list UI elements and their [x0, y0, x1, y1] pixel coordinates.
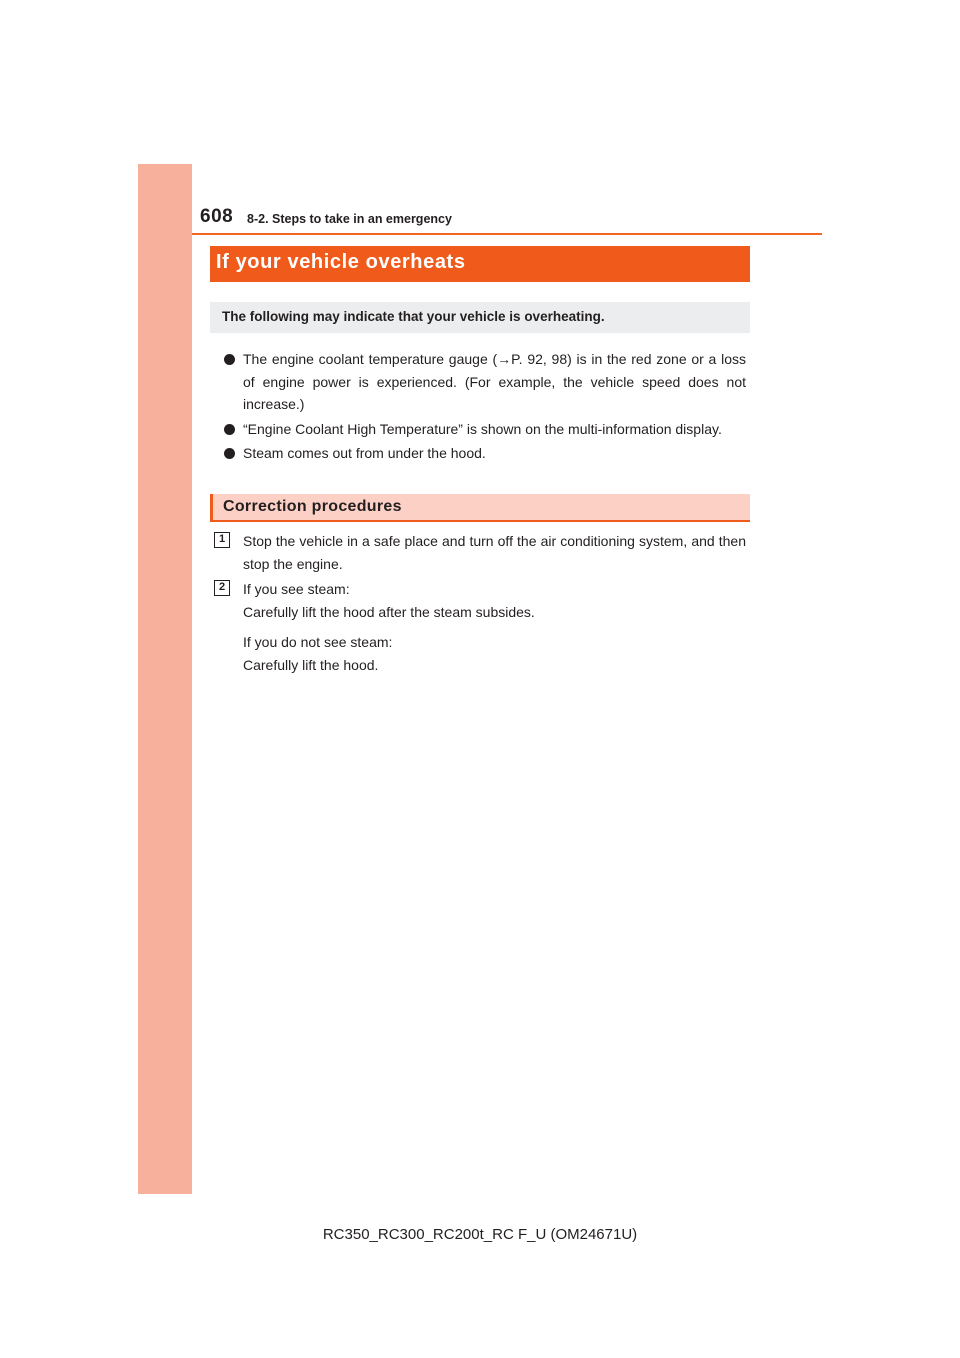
subsection-title-bar — [210, 494, 750, 522]
step-text: If you do not see steam: — [243, 634, 393, 650]
page-title: If your vehicle overheats — [216, 251, 466, 273]
list-item — [220, 442, 746, 465]
step-text: Carefully lift the hood after the steam subsides. — [243, 603, 535, 620]
bullet-text: Steam comes out from under the hood. — [243, 445, 486, 461]
bullet-text: “Engine Coolant High Temperature” is shown on the multi-information display. — [243, 420, 722, 437]
intro-box — [210, 302, 750, 333]
procedure-step-2 — [214, 578, 746, 684]
footer-model-code: RC350_RC300_RC200t_RC F_U (OM24671U) — [322, 1226, 638, 1243]
list-item — [220, 418, 746, 441]
header-divider — [192, 233, 822, 235]
bullet-icon — [224, 424, 235, 435]
step-number-badge: 1 — [214, 532, 230, 548]
bullet-text: The engine coolant temperature gauge (→P. 92, 98) is in the red zone or a loss of engine power is experienced. (For example, the vehicle speed does not increase.) — [243, 351, 746, 412]
step-text: If you see steam: — [243, 581, 350, 597]
bullet-icon — [224, 354, 235, 365]
chapter-side-bar — [138, 164, 192, 1194]
subsection-title: Correction procedures — [223, 498, 402, 515]
procedure-step-1 — [214, 530, 746, 583]
step-text: Stop the vehicle in a safe place and turn off the air conditioning system, and then stop the engine. — [243, 533, 746, 572]
symptom-list — [220, 348, 746, 467]
section-title: 8-2. Steps to take in an emergency — [247, 212, 452, 226]
list-item — [220, 348, 746, 416]
page-number: 608 — [200, 206, 234, 227]
bullet-icon — [224, 448, 235, 459]
main-title-bar — [210, 246, 750, 282]
step-text: Carefully lift the hood. — [243, 656, 379, 673]
intro-text: The following may indicate that your vehicle is overheating. — [222, 309, 605, 324]
step-number-badge: 2 — [214, 580, 230, 596]
